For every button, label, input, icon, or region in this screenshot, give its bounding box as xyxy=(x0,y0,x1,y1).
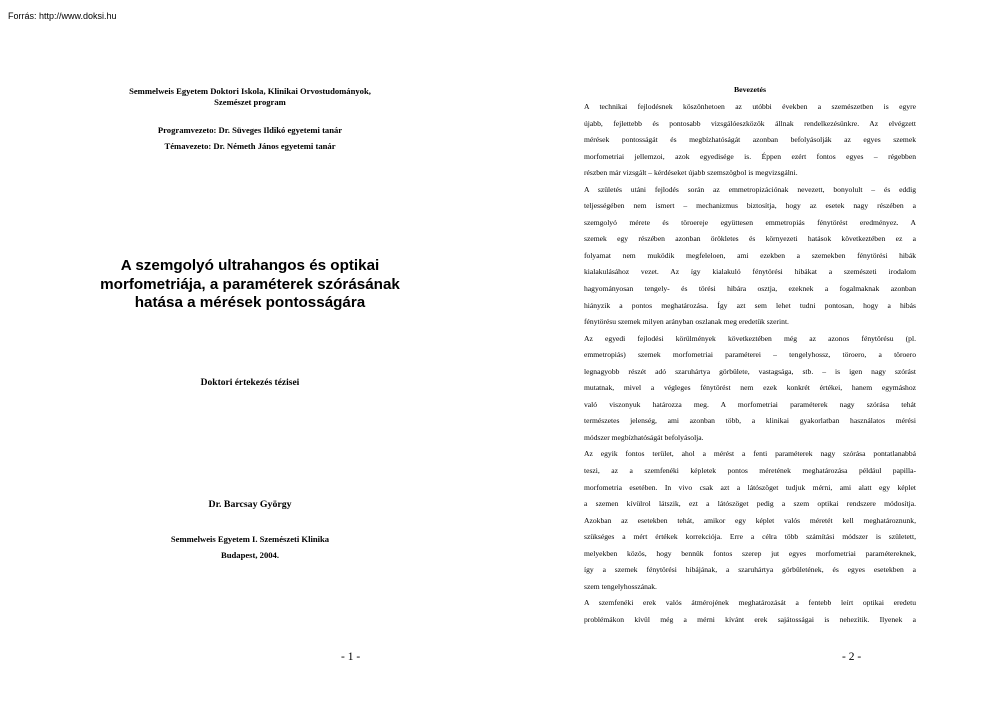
page-number-2: - 2 - xyxy=(842,651,862,663)
thesis-title-line: morfometriája, a paraméterek szórásának xyxy=(100,275,400,293)
source-note: Forrás: http://www.doksi.hu xyxy=(8,11,117,21)
institution xyxy=(100,86,400,108)
institution-line-1: Semmelweis Egyetem Doktori Iskola, Klinikai Orvostudományok, xyxy=(129,86,371,96)
text-line: legnagyobb részét adó szaruhártya görbülete, vastagsága, stb. – is igen nagy szórást xyxy=(584,366,916,376)
text-line: módszer megbízhatóságát befolyásolja. xyxy=(584,432,704,442)
body-text xyxy=(584,99,916,629)
text-line: A születés utáni fejlodés során az emmetropizációnak nevezett, bonyolult – és eddig xyxy=(584,184,916,194)
thesis-subtitle: Doktori értekezés tézisei xyxy=(200,378,300,388)
section-heading: Bevezetés xyxy=(733,85,767,94)
clinic: Semmelweis Egyetem I. Szemészeti Klinika xyxy=(170,534,330,544)
text-line: kialakulásához vezet. Az így kialakuló fénytörési hibákat a szemészeti irodalom xyxy=(584,267,916,277)
thesis-title xyxy=(90,257,410,313)
text-line: szemek egy részében azonban örökletes és környezeti hatások következtében ez a xyxy=(584,234,916,244)
text-line: természetes jelenség, ami azonban több, a klinikai gyakorlatban használatos mérési xyxy=(584,416,916,426)
text-line: való viszonyuk határozza meg. A morfometriai paraméterek nagy szórása tehát xyxy=(584,399,916,409)
text-line: szemgolyó mérete és töroereje együttesen emmetropiás fénytörést eredményez. A xyxy=(584,217,916,227)
text-line: mutatnak, mivel a végleges fénytörést nem ezek konkrét értékei, hanem egymáshoz xyxy=(584,383,916,393)
text-line: A szemfenéki erek valós átmérojének meghatározását a fentebb leírt optikai eredetu xyxy=(584,598,916,608)
place-date: Budapest, 2004. xyxy=(220,550,280,560)
text-line: A technikai fejlodésnek köszönhetoen az utóbbi években a szemészetben is egyre xyxy=(584,102,916,111)
text-line: fénytörésu szemek milyen arányban oszlanak meg eredetük szerint. xyxy=(584,317,789,327)
program-leader: Programvezeto: Dr. Süveges Ildikó egyetemi tanár xyxy=(157,125,343,135)
thesis-title-line: hatása a mérések pontosságára xyxy=(134,294,366,311)
text-line: emmetropiás) szemek morfometriai paraméterei – tengelyhossz, töroero, a töroero xyxy=(584,350,916,360)
text-line: mérések pontosságát és megbízhatóságát azonban befolyásolják az egyes szemek xyxy=(584,135,916,145)
text-line: Az egyedi fejlodési körülmények következtében még az azonos fénytörésu (pl. xyxy=(584,333,916,343)
text-line: folyamat nem muködik megfeleloen, ami ezekben a szemekben fénytörési hibák xyxy=(584,250,916,260)
text-line: melyekben közös, hogy bennük fontos szerep jut egyes morfometriai paramétereknek, xyxy=(584,548,916,558)
text-line: problémákon kívül még a mérni kívánt erek sajátosságai is nehezítik. Ilyenek a xyxy=(584,614,916,624)
text-line: Az egyik fontos terület, ahol a mérést a fenti paraméterek nagy szórása pontatlanabbá xyxy=(584,449,916,459)
text-line: teljességében nem ismert – mechanizmus biztosítja, hogy az esetek nagy részében a xyxy=(584,201,916,211)
author: Dr. Barcsay György xyxy=(208,499,292,510)
text-line: szükséges a mért értékek korrekciója. Erre a célra több számítási módszer is született, xyxy=(584,532,916,542)
topic-leader: Témavezeto: Dr. Németh János egyetemi tanár xyxy=(164,141,336,151)
institution-line-2: Szemészet program xyxy=(214,97,286,107)
text-line: a szemen kívülrol látszik, ezt a látószöget pedig a szem optikai rendszere módosítja. xyxy=(584,499,916,509)
text-line: újabb, fejlettebb és pontosabb vizsgálóeszközök állnak rendelkezésünkre. Az elvégzett xyxy=(584,118,916,128)
text-line: Azokban az esetekben tehát, amikor egy képlet valós méretét kell meghatároznunk, xyxy=(584,515,916,525)
text-line: részben már vizsgált – kérdéseket újabb szemszögbol is megvizsgálni. xyxy=(584,168,798,178)
text-line: hagyományosan tengely- és törési hibára osztja, ezeknek a fogalmaknak azonban xyxy=(584,284,916,294)
page-number-1: - 1 - xyxy=(341,651,361,663)
thesis-title-line: A szemgolyó ultrahangos és optikai xyxy=(120,257,380,274)
text-line: morfometria esetében. In vivo csak azt a látószöget tudjuk mérni, ami alatt egy képlet xyxy=(584,482,916,492)
text-line: morfometriai jellemzoi, azok egyedisége is. Éppen ezért fontos egyes – régebben xyxy=(584,151,916,161)
text-line: így a szemek fénytörési hibájának, a szaruhártya görbületének, és egyes esetekben a xyxy=(584,565,916,575)
text-line: hiányzik a pontos meghatározása. Így azt sem lehet tudni pontosan, hogy a hibás xyxy=(584,300,916,310)
text-line: szem tengelyhosszának. xyxy=(584,581,657,591)
text-line: teszi, az a szemfenéki képletek pontos méretének meghatározása például papilla- xyxy=(584,466,916,476)
